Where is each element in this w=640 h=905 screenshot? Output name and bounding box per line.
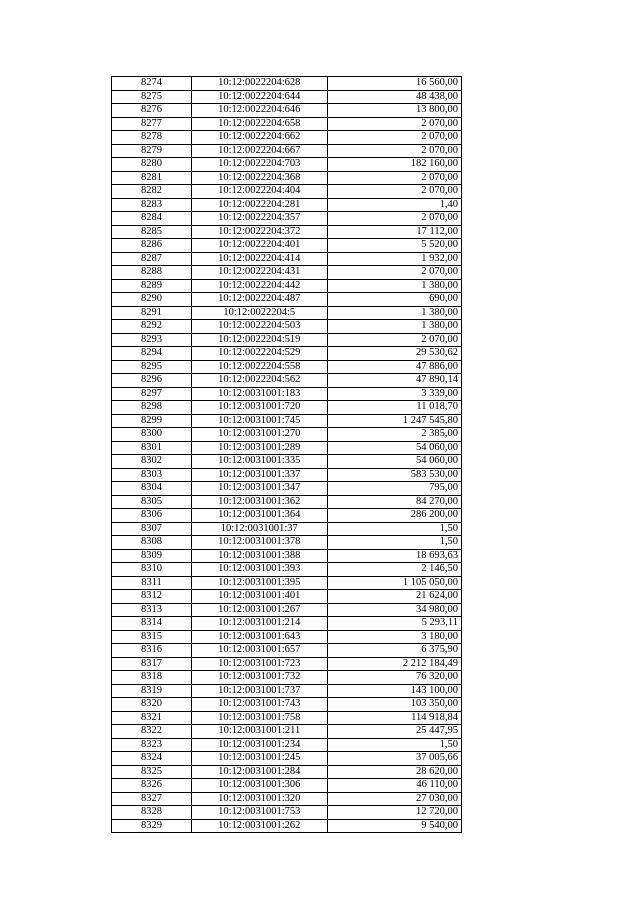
table-row bbox=[112, 684, 462, 698]
cadastral-number-cell: 10:12:0031001:234 bbox=[192, 738, 328, 752]
value-cell: 12 720,00 bbox=[327, 806, 461, 820]
cadastral-number-cell: 10:12:0031001:211 bbox=[192, 725, 328, 739]
table-row bbox=[112, 158, 462, 172]
cadastral-number-cell: 10:12:0031001:306 bbox=[192, 779, 328, 793]
table-row bbox=[112, 428, 462, 442]
value-cell: 47 890,14 bbox=[327, 374, 461, 388]
value-cell: 84 270,00 bbox=[327, 495, 461, 509]
row-number-cell: 8283 bbox=[112, 198, 192, 212]
value-cell: 76 320,00 bbox=[327, 671, 461, 685]
cadastral-number-cell: 10:12:0022204:519 bbox=[192, 333, 328, 347]
row-number-cell: 8306 bbox=[112, 509, 192, 523]
value-cell: 2 385,00 bbox=[327, 428, 461, 442]
row-number-cell: 8285 bbox=[112, 225, 192, 239]
row-number-cell: 8289 bbox=[112, 279, 192, 293]
cadastral-number-cell: 10:12:0031001:289 bbox=[192, 441, 328, 455]
cadastral-number-cell: 10:12:0022204:628 bbox=[192, 77, 328, 91]
value-cell: 1 247 545,80 bbox=[327, 414, 461, 428]
table-row bbox=[112, 185, 462, 199]
value-cell: 54 060,00 bbox=[327, 455, 461, 469]
table-row bbox=[112, 414, 462, 428]
row-number-cell: 8301 bbox=[112, 441, 192, 455]
cadastral-number-cell: 10:12:0022204:503 bbox=[192, 320, 328, 334]
row-number-cell: 8307 bbox=[112, 522, 192, 536]
value-cell: 29 530,62 bbox=[327, 347, 461, 361]
value-cell: 54 060,00 bbox=[327, 441, 461, 455]
row-number-cell: 8327 bbox=[112, 792, 192, 806]
cadastral-number-cell: 10:12:0031001:245 bbox=[192, 752, 328, 766]
row-number-cell: 8286 bbox=[112, 239, 192, 253]
value-cell: 2 146,50 bbox=[327, 563, 461, 577]
table-row bbox=[112, 806, 462, 820]
value-cell: 1,40 bbox=[327, 198, 461, 212]
table-body bbox=[112, 77, 462, 833]
value-cell: 114 918,84 bbox=[327, 711, 461, 725]
value-cell: 34 980,00 bbox=[327, 603, 461, 617]
table-row bbox=[112, 198, 462, 212]
value-cell: 1,50 bbox=[327, 738, 461, 752]
table-row bbox=[112, 617, 462, 631]
row-number-cell: 8309 bbox=[112, 549, 192, 563]
value-cell: 16 560,00 bbox=[327, 77, 461, 91]
cadastral-number-cell: 10:12:0031001:183 bbox=[192, 387, 328, 401]
row-number-cell: 8288 bbox=[112, 266, 192, 280]
table-row bbox=[112, 455, 462, 469]
cadastral-number-cell: 10:12:0022204:431 bbox=[192, 266, 328, 280]
cadastral-number-cell: 10:12:0031001:320 bbox=[192, 792, 328, 806]
table-row bbox=[112, 590, 462, 604]
cadastral-number-cell: 10:12:0031001:284 bbox=[192, 765, 328, 779]
row-number-cell: 8305 bbox=[112, 495, 192, 509]
cadastral-number-cell: 10:12:0022204:372 bbox=[192, 225, 328, 239]
cadastral-number-cell: 10:12:0031001:214 bbox=[192, 617, 328, 631]
cadastral-number-cell: 10:12:0022204:558 bbox=[192, 360, 328, 374]
table-row bbox=[112, 576, 462, 590]
row-number-cell: 8297 bbox=[112, 387, 192, 401]
table-row bbox=[112, 738, 462, 752]
value-cell: 48 438,00 bbox=[327, 90, 461, 104]
row-number-cell: 8279 bbox=[112, 144, 192, 158]
cadastral-number-cell: 10:12:0022204:357 bbox=[192, 212, 328, 226]
cadastral-number-cell: 10:12:0031001:267 bbox=[192, 603, 328, 617]
value-cell: 1 380,00 bbox=[327, 306, 461, 320]
row-number-cell: 8302 bbox=[112, 455, 192, 469]
cadastral-number-cell: 10:12:0031001:737 bbox=[192, 684, 328, 698]
value-cell: 17 112,00 bbox=[327, 225, 461, 239]
cadastral-number-cell: 10:12:0031001:395 bbox=[192, 576, 328, 590]
table-row bbox=[112, 239, 462, 253]
table-row bbox=[112, 333, 462, 347]
cadastral-number-cell: 10:12:0031001:337 bbox=[192, 468, 328, 482]
row-number-cell: 8321 bbox=[112, 711, 192, 725]
row-number-cell: 8291 bbox=[112, 306, 192, 320]
table-row bbox=[112, 77, 462, 91]
value-cell: 27 030,00 bbox=[327, 792, 461, 806]
row-number-cell: 8326 bbox=[112, 779, 192, 793]
value-cell: 795,00 bbox=[327, 482, 461, 496]
value-cell: 2 070,00 bbox=[327, 117, 461, 131]
table-row bbox=[112, 819, 462, 833]
cadastral-number-cell: 10:12:0031001:347 bbox=[192, 482, 328, 496]
table-row bbox=[112, 144, 462, 158]
row-number-cell: 8315 bbox=[112, 630, 192, 644]
table-row bbox=[112, 293, 462, 307]
value-cell: 2 070,00 bbox=[327, 212, 461, 226]
value-cell: 286 200,00 bbox=[327, 509, 461, 523]
table-row bbox=[112, 266, 462, 280]
row-number-cell: 8328 bbox=[112, 806, 192, 820]
row-number-cell: 8295 bbox=[112, 360, 192, 374]
table-row bbox=[112, 657, 462, 671]
row-number-cell: 8320 bbox=[112, 698, 192, 712]
row-number-cell: 8274 bbox=[112, 77, 192, 91]
cadastral-number-cell: 10:12:0031001:723 bbox=[192, 657, 328, 671]
table-row bbox=[112, 549, 462, 563]
table-row bbox=[112, 711, 462, 725]
cadastral-number-cell: 10:12:0031001:745 bbox=[192, 414, 328, 428]
value-cell: 11 018,70 bbox=[327, 401, 461, 415]
table-row bbox=[112, 725, 462, 739]
table-row bbox=[112, 360, 462, 374]
table-row bbox=[112, 563, 462, 577]
row-number-cell: 8290 bbox=[112, 293, 192, 307]
cadastral-number-cell: 10:12:0031001:732 bbox=[192, 671, 328, 685]
row-number-cell: 8313 bbox=[112, 603, 192, 617]
row-number-cell: 8323 bbox=[112, 738, 192, 752]
value-cell: 583 530,00 bbox=[327, 468, 461, 482]
value-cell: 1 380,00 bbox=[327, 320, 461, 334]
row-number-cell: 8310 bbox=[112, 563, 192, 577]
table-row bbox=[112, 779, 462, 793]
cadastral-number-cell: 10:12:0031001:270 bbox=[192, 428, 328, 442]
cadastral-number-cell: 10:12:0031001:262 bbox=[192, 819, 328, 833]
value-cell: 690,00 bbox=[327, 293, 461, 307]
table-row bbox=[112, 306, 462, 320]
value-cell: 182 160,00 bbox=[327, 158, 461, 172]
value-cell: 1,50 bbox=[327, 536, 461, 550]
table-row bbox=[112, 468, 462, 482]
value-cell: 2 070,00 bbox=[327, 171, 461, 185]
value-cell: 46 110,00 bbox=[327, 779, 461, 793]
row-number-cell: 8281 bbox=[112, 171, 192, 185]
row-number-cell: 8312 bbox=[112, 590, 192, 604]
value-cell: 1 105 050,00 bbox=[327, 576, 461, 590]
cadastral-number-cell: 10:12:0022204:414 bbox=[192, 252, 328, 266]
value-cell: 2 070,00 bbox=[327, 185, 461, 199]
table-row bbox=[112, 671, 462, 685]
value-cell: 5 293,11 bbox=[327, 617, 461, 631]
table-row bbox=[112, 536, 462, 550]
cadastral-number-cell: 10:12:0031001:378 bbox=[192, 536, 328, 550]
value-cell: 1 380,00 bbox=[327, 279, 461, 293]
row-number-cell: 8276 bbox=[112, 104, 192, 118]
value-cell: 13 800,00 bbox=[327, 104, 461, 118]
cadastral-value-table bbox=[111, 76, 462, 833]
table-row bbox=[112, 765, 462, 779]
cadastral-number-cell: 10:12:0031001:657 bbox=[192, 644, 328, 658]
cadastral-number-cell: 10:12:0022204:644 bbox=[192, 90, 328, 104]
value-cell: 9 540,00 bbox=[327, 819, 461, 833]
value-cell: 2 070,00 bbox=[327, 266, 461, 280]
table-row bbox=[112, 522, 462, 536]
row-number-cell: 8316 bbox=[112, 644, 192, 658]
cadastral-number-cell: 10:12:0022204:529 bbox=[192, 347, 328, 361]
cadastral-number-cell: 10:12:0022204:703 bbox=[192, 158, 328, 172]
table-row bbox=[112, 347, 462, 361]
table-row bbox=[112, 131, 462, 145]
value-cell: 103 350,00 bbox=[327, 698, 461, 712]
row-number-cell: 8318 bbox=[112, 671, 192, 685]
cadastral-number-cell: 10:12:0031001:643 bbox=[192, 630, 328, 644]
value-cell: 5 520,00 bbox=[327, 239, 461, 253]
cadastral-number-cell: 10:12:0031001:758 bbox=[192, 711, 328, 725]
cadastral-number-cell: 10:12:0022204:667 bbox=[192, 144, 328, 158]
value-cell: 37 005,66 bbox=[327, 752, 461, 766]
table-row bbox=[112, 225, 462, 239]
value-cell: 28 620,00 bbox=[327, 765, 461, 779]
value-cell: 2 070,00 bbox=[327, 333, 461, 347]
cadastral-number-cell: 10:12:0022204:658 bbox=[192, 117, 328, 131]
cadastral-number-cell: 10:12:0031001:401 bbox=[192, 590, 328, 604]
table-row bbox=[112, 698, 462, 712]
row-number-cell: 8303 bbox=[112, 468, 192, 482]
row-number-cell: 8298 bbox=[112, 401, 192, 415]
cadastral-number-cell: 10:12:0022204:442 bbox=[192, 279, 328, 293]
cadastral-number-cell: 10:12:0022204:401 bbox=[192, 239, 328, 253]
row-number-cell: 8296 bbox=[112, 374, 192, 388]
table-row bbox=[112, 252, 462, 266]
value-cell: 2 070,00 bbox=[327, 131, 461, 145]
table-row bbox=[112, 644, 462, 658]
table-row bbox=[112, 495, 462, 509]
row-number-cell: 8294 bbox=[112, 347, 192, 361]
row-number-cell: 8308 bbox=[112, 536, 192, 550]
table-row bbox=[112, 374, 462, 388]
cadastral-number-cell: 10:12:0022204:368 bbox=[192, 171, 328, 185]
cadastral-number-cell: 10:12:0022204:562 bbox=[192, 374, 328, 388]
cadastral-number-cell: 10:12:0031001:720 bbox=[192, 401, 328, 415]
row-number-cell: 8300 bbox=[112, 428, 192, 442]
row-number-cell: 8325 bbox=[112, 765, 192, 779]
table-row bbox=[112, 212, 462, 226]
row-number-cell: 8275 bbox=[112, 90, 192, 104]
value-cell: 2 070,00 bbox=[327, 144, 461, 158]
cadastral-number-cell: 10:12:0031001:393 bbox=[192, 563, 328, 577]
value-cell: 143 100,00 bbox=[327, 684, 461, 698]
table-row bbox=[112, 752, 462, 766]
row-number-cell: 8329 bbox=[112, 819, 192, 833]
table-row bbox=[112, 482, 462, 496]
value-cell: 21 624,00 bbox=[327, 590, 461, 604]
row-number-cell: 8324 bbox=[112, 752, 192, 766]
table-row bbox=[112, 387, 462, 401]
row-number-cell: 8280 bbox=[112, 158, 192, 172]
row-number-cell: 8304 bbox=[112, 482, 192, 496]
table-row bbox=[112, 603, 462, 617]
cadastral-number-cell: 10:12:0022204:5 bbox=[192, 306, 328, 320]
row-number-cell: 8292 bbox=[112, 320, 192, 334]
table-row bbox=[112, 441, 462, 455]
cadastral-number-cell: 10:12:0031001:335 bbox=[192, 455, 328, 469]
value-cell: 2 212 184,49 bbox=[327, 657, 461, 671]
cadastral-number-cell: 10:12:0022204:662 bbox=[192, 131, 328, 145]
row-number-cell: 8277 bbox=[112, 117, 192, 131]
cadastral-number-cell: 10:12:0031001:388 bbox=[192, 549, 328, 563]
table-row bbox=[112, 171, 462, 185]
cadastral-number-cell: 10:12:0022204:281 bbox=[192, 198, 328, 212]
table-row bbox=[112, 90, 462, 104]
cadastral-number-cell: 10:12:0022204:646 bbox=[192, 104, 328, 118]
table-row bbox=[112, 320, 462, 334]
table-row bbox=[112, 792, 462, 806]
row-number-cell: 8293 bbox=[112, 333, 192, 347]
cadastral-number-cell: 10:12:0022204:487 bbox=[192, 293, 328, 307]
row-number-cell: 8278 bbox=[112, 131, 192, 145]
cadastral-number-cell: 10:12:0022204:404 bbox=[192, 185, 328, 199]
row-number-cell: 8319 bbox=[112, 684, 192, 698]
row-number-cell: 8282 bbox=[112, 185, 192, 199]
cadastral-number-cell: 10:12:0031001:37 bbox=[192, 522, 328, 536]
row-number-cell: 8317 bbox=[112, 657, 192, 671]
value-cell: 6 375,90 bbox=[327, 644, 461, 658]
table-row bbox=[112, 279, 462, 293]
value-cell: 18 693,63 bbox=[327, 549, 461, 563]
table-row bbox=[112, 401, 462, 415]
row-number-cell: 8311 bbox=[112, 576, 192, 590]
row-number-cell: 8287 bbox=[112, 252, 192, 266]
cadastral-number-cell: 10:12:0031001:364 bbox=[192, 509, 328, 523]
cadastral-number-cell: 10:12:0031001:753 bbox=[192, 806, 328, 820]
table-row bbox=[112, 104, 462, 118]
value-cell: 3 180,00 bbox=[327, 630, 461, 644]
cadastral-number-cell: 10:12:0031001:362 bbox=[192, 495, 328, 509]
row-number-cell: 8322 bbox=[112, 725, 192, 739]
table-row bbox=[112, 117, 462, 131]
value-cell: 47 886,00 bbox=[327, 360, 461, 374]
table-row bbox=[112, 509, 462, 523]
value-cell: 25 447,95 bbox=[327, 725, 461, 739]
value-cell: 3 339,00 bbox=[327, 387, 461, 401]
table-row bbox=[112, 630, 462, 644]
row-number-cell: 8284 bbox=[112, 212, 192, 226]
value-cell: 1 932,00 bbox=[327, 252, 461, 266]
row-number-cell: 8314 bbox=[112, 617, 192, 631]
cadastral-number-cell: 10:12:0031001:743 bbox=[192, 698, 328, 712]
row-number-cell: 8299 bbox=[112, 414, 192, 428]
value-cell: 1,50 bbox=[327, 522, 461, 536]
